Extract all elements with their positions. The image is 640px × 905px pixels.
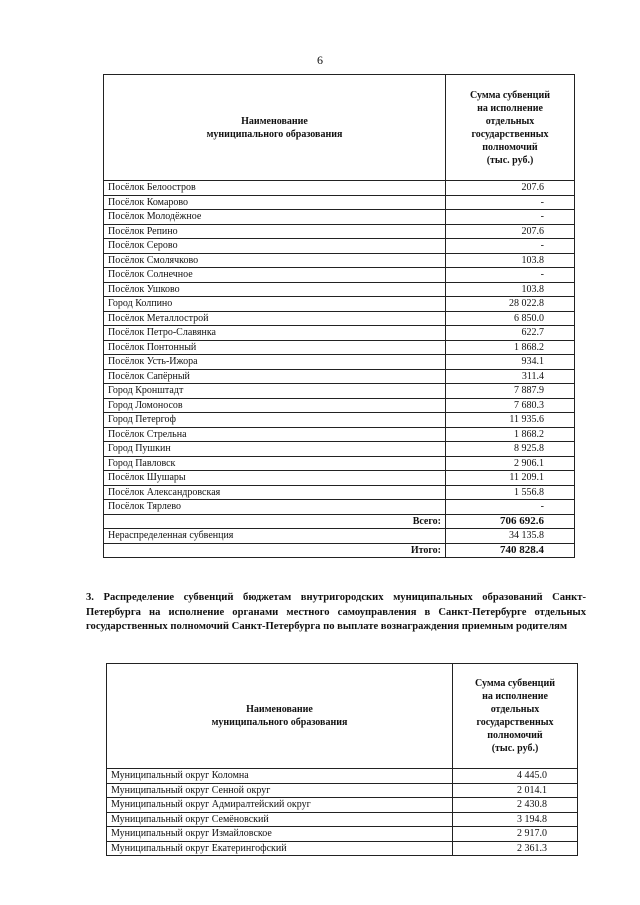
table-row (104, 471, 575, 486)
table-row (107, 798, 578, 813)
row-name: Посёлок Тярлево (104, 500, 446, 515)
header-sum-cell (446, 75, 575, 181)
row-name: Муниципальный округ Измайловское (107, 827, 453, 842)
row-value: - (446, 239, 575, 254)
row-name: Посёлок Комарово (104, 195, 446, 210)
row-name: Посёлок Ушково (104, 282, 446, 297)
row-value: 934.1 (446, 355, 575, 370)
row-value: 6 850.0 (446, 311, 575, 326)
row-name: Муниципальный округ Екатерингофский (107, 841, 453, 856)
row-name: Посёлок Сапёрный (104, 369, 446, 384)
row-value: 11 209.1 (446, 471, 575, 486)
row-name: Посёлок Петро-Славянка (104, 326, 446, 341)
row-name: Муниципальный округ Адмиралтейский округ (107, 798, 453, 813)
table-row (104, 297, 575, 312)
row-name: Посёлок Шушары (104, 471, 446, 486)
row-value: 1 868.2 (446, 427, 575, 442)
table-row (104, 195, 575, 210)
table-row (104, 181, 575, 196)
row-value: - (446, 195, 575, 210)
row-value: 207.6 (446, 224, 575, 239)
table-row (104, 253, 575, 268)
header-name-line: муниципального образования (206, 128, 343, 140)
table-row (107, 827, 578, 842)
table-row (104, 485, 575, 500)
row-value: 7 887.9 (446, 384, 575, 399)
table-row (104, 398, 575, 413)
page-number: 6 (317, 53, 323, 67)
row-name: Посёлок Смолячково (104, 253, 446, 268)
header-name-line: Наименование (241, 115, 308, 127)
total-row (104, 514, 575, 529)
table-row (104, 413, 575, 428)
table-row (104, 456, 575, 471)
table-row (104, 340, 575, 355)
row-value: - (446, 210, 575, 225)
table-row (104, 355, 575, 370)
header-sum-line: Сумма субвенций (475, 678, 555, 689)
row-value: 4 445.0 (453, 769, 578, 784)
table-row (104, 442, 575, 457)
header-sum-line: на исполнение (477, 102, 543, 114)
row-value: 3 194.8 (453, 812, 578, 827)
row-name: Посёлок Серово (104, 239, 446, 254)
row-name: Посёлок Белоостров (104, 181, 446, 196)
table-row (104, 268, 575, 283)
table-body (107, 769, 578, 856)
section-3-heading: 3. Распределение субвенций бюджетам внутригородских муниципальных образований Санкт-Петербурга на исполнение органами местного самоуправления в Санкт-Петербурге отдельных государственных полномочий Санкт-Петербурга по выплате вознаграждения приемным родителям (86, 592, 586, 632)
header-sum-line: полномочий (482, 141, 538, 153)
unallocated-label: Нераспределенная субвенция (104, 529, 446, 544)
table-row (107, 812, 578, 827)
row-value: 622.7 (446, 326, 575, 341)
row-value: 2 361.3 (453, 841, 578, 856)
row-value: 8 925.8 (446, 442, 575, 457)
table-row (107, 769, 578, 784)
table-row (104, 224, 575, 239)
unallocated-row (104, 529, 575, 544)
table-row (104, 311, 575, 326)
row-name: Посёлок Молодёжное (104, 210, 446, 225)
table-header-row (104, 75, 575, 181)
row-name: Город Петергоф (104, 413, 446, 428)
header-sum-line: (тыс. руб.) (491, 743, 539, 754)
table-row (104, 384, 575, 399)
header-sum-line: на исполнение (482, 691, 548, 702)
grand-total-label: Итого: (104, 543, 446, 558)
row-value: 28 022.8 (446, 297, 575, 312)
grand-total-row (104, 543, 575, 558)
total-label: Всего: (104, 514, 446, 529)
row-value: 207.6 (446, 181, 575, 196)
table-row (107, 841, 578, 856)
row-name: Посёлок Солнечное (104, 268, 446, 283)
table-row (104, 326, 575, 341)
table-row (107, 783, 578, 798)
header-name-cell (107, 664, 453, 769)
row-name: Посёлок Усть-Ижора (104, 355, 446, 370)
table-row (104, 369, 575, 384)
header-sum-line: (тыс. руб.) (486, 154, 534, 166)
row-value: 103.8 (446, 253, 575, 268)
row-value: 2 430.8 (453, 798, 578, 813)
row-name: Посёлок Репино (104, 224, 446, 239)
table-row (104, 427, 575, 442)
table-body (104, 181, 575, 515)
header-sum-line: отдельных (485, 115, 535, 127)
row-name: Посёлок Стрельна (104, 427, 446, 442)
total-value: 706 692.6 (446, 514, 575, 529)
header-sum-line: Сумма субвенций (470, 89, 550, 101)
row-value: - (446, 500, 575, 515)
subsidy-table-2 (106, 663, 578, 856)
subsidy-table-1 (103, 74, 575, 558)
table-row (104, 210, 575, 225)
row-value: 7 680.3 (446, 398, 575, 413)
table-row (104, 239, 575, 254)
row-name: Муниципальный округ Семёновский (107, 812, 453, 827)
row-value: 11 935.6 (446, 413, 575, 428)
table-row (104, 500, 575, 515)
header-sum-cell (453, 664, 578, 769)
row-name: Муниципальный округ Коломна (107, 769, 453, 784)
row-value: 2 906.1 (446, 456, 575, 471)
table-row (104, 282, 575, 297)
row-name: Посёлок Александровская (104, 485, 446, 500)
row-value: 103.8 (446, 282, 575, 297)
header-sum-line: государственных (476, 717, 554, 728)
row-value: 311.4 (446, 369, 575, 384)
row-name: Город Колпино (104, 297, 446, 312)
row-name: Город Кронштадт (104, 384, 446, 399)
header-sum-line: государственных (471, 128, 549, 140)
header-name-line: Наименование (246, 704, 313, 715)
row-value: 1 556.8 (446, 485, 575, 500)
row-value: 1 868.2 (446, 340, 575, 355)
row-name: Посёлок Металлострой (104, 311, 446, 326)
row-name: Муниципальный округ Сенной округ (107, 783, 453, 798)
row-name: Город Павловск (104, 456, 446, 471)
row-value: 2 917.0 (453, 827, 578, 842)
row-name: Город Ломоносов (104, 398, 446, 413)
row-name: Город Пушкин (104, 442, 446, 457)
header-sum-line: отдельных (490, 704, 540, 715)
table-header-row (107, 664, 578, 769)
row-value: 2 014.1 (453, 783, 578, 798)
row-name: Посёлок Понтонный (104, 340, 446, 355)
grand-total-value: 740 828.4 (446, 543, 575, 558)
header-name-cell (104, 75, 446, 181)
header-name-line: муниципального образования (211, 717, 348, 728)
unallocated-value: 34 135.8 (446, 529, 575, 544)
row-value: - (446, 268, 575, 283)
header-sum-line: полномочий (487, 730, 543, 741)
